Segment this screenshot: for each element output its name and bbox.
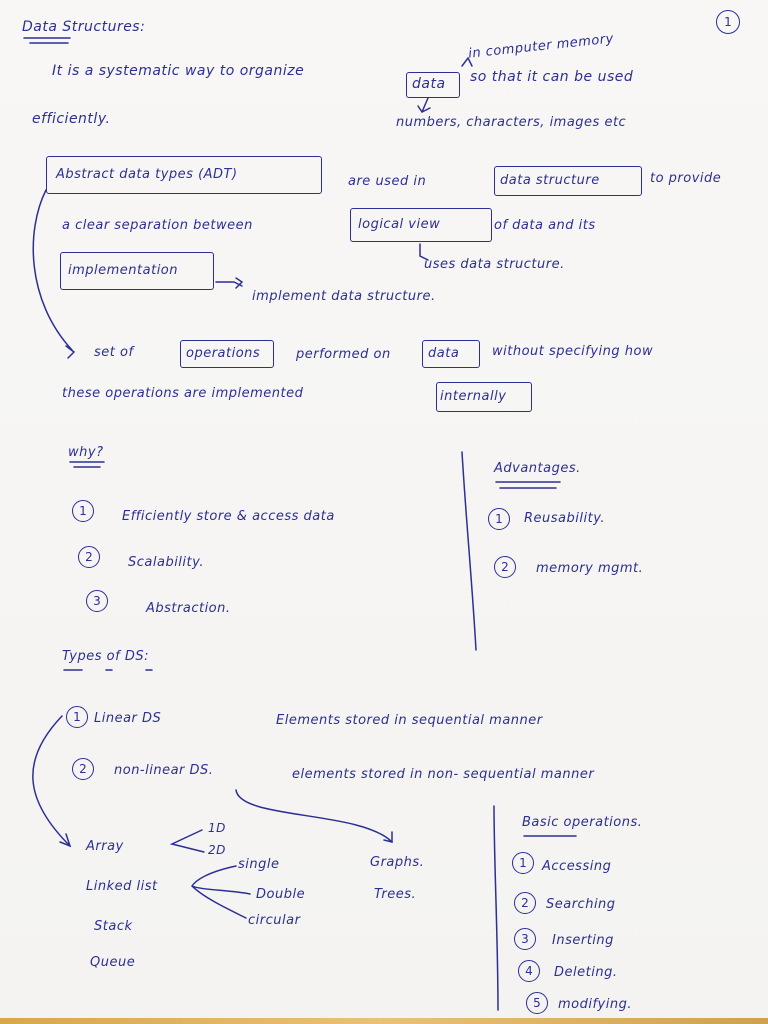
nonlinear-num: 2 [72, 758, 94, 780]
adt-t8: these operations are implemented [62, 386, 304, 401]
why-heading: why? [68, 445, 104, 460]
op-item-4: Deleting. [554, 965, 618, 980]
page-bottom-edge [0, 1018, 768, 1024]
ll-double: Double [256, 887, 306, 902]
adt-note2: implement data structure. [252, 289, 436, 304]
intro-so-that: so that it can be used [470, 69, 634, 85]
intro-efficiently: efficiently. [32, 111, 111, 127]
adt-t7: without specifying how [492, 344, 654, 359]
adt-t3: a clear separation between [62, 218, 253, 233]
stack-label: Stack [94, 919, 133, 934]
intro-below: numbers, characters, images etc [396, 115, 627, 130]
op-num-2: 2 [514, 892, 536, 914]
why-item-2: Scalability. [128, 555, 204, 570]
intro-data: data [412, 76, 446, 92]
trees-label: Trees. [374, 887, 417, 902]
adt-box5-text: operations [186, 346, 261, 361]
array-label: Array [86, 839, 124, 854]
adt-t6: performed on [296, 347, 391, 362]
adv-num-1: 1 [488, 508, 510, 530]
adt-box6-text: data [428, 346, 460, 361]
op-item-1: Accessing [542, 859, 612, 874]
basic-ops-heading: Basic operations. [522, 815, 643, 830]
adt-t4: of data and its [494, 218, 596, 233]
ll-single: single [238, 857, 280, 872]
adt-box3-text: logical view [358, 217, 441, 232]
intro-line1: It is a systematic way to organize [52, 63, 305, 79]
adt-box2-text: data structure [500, 173, 600, 188]
advantages-heading: Advantages. [494, 461, 581, 476]
adt-box-text: Abstract data types (ADT) [56, 167, 238, 182]
op-item-3: Inserting [552, 933, 614, 948]
adt-note1: uses data structure. [424, 257, 565, 272]
intro-above: in computer memory [467, 31, 615, 62]
types-heading: Types of DS: [62, 649, 149, 664]
ll-circular: circular [248, 913, 301, 928]
nonlinear-name: non-linear DS. [114, 763, 214, 778]
op-num-3: 3 [514, 928, 536, 950]
linear-name: Linear DS [94, 711, 162, 726]
queue-label: Queue [90, 955, 136, 970]
adt-t5: set of [94, 345, 134, 360]
adt-t2: to provide [650, 171, 722, 186]
linear-desc: Elements stored in sequential manner [276, 713, 543, 728]
op-num-5: 5 [526, 992, 548, 1014]
why-num-2: 2 [78, 546, 100, 568]
adt-box7-text: internally [440, 389, 507, 404]
adv-item-2: memory mgmt. [536, 561, 644, 576]
page-number: 1 [716, 10, 740, 34]
graphs-label: Graphs. [370, 855, 425, 870]
op-num-1: 1 [512, 852, 534, 874]
why-item-3: Abstraction. [146, 601, 231, 616]
adv-item-1: Reusability. [524, 511, 606, 526]
linear-num: 1 [66, 706, 88, 728]
adv-num-2: 2 [494, 556, 516, 578]
op-num-4: 4 [518, 960, 540, 982]
array-1d: 1D [208, 821, 226, 835]
page-title: Data Structures: [22, 19, 146, 35]
why-num-1: 1 [72, 500, 94, 522]
why-item-1: Efficiently store & access data [122, 509, 335, 524]
op-item-5: modifying. [558, 997, 632, 1012]
why-num-3: 3 [86, 590, 108, 612]
adt-t1: are used in [348, 174, 427, 189]
array-2d: 2D [208, 843, 226, 857]
adt-box4-text: implementation [68, 263, 179, 278]
nonlinear-desc: elements stored in non- sequential manner [292, 767, 595, 782]
op-item-2: Searching [546, 897, 616, 912]
linked-list-label: Linked list [86, 879, 158, 894]
